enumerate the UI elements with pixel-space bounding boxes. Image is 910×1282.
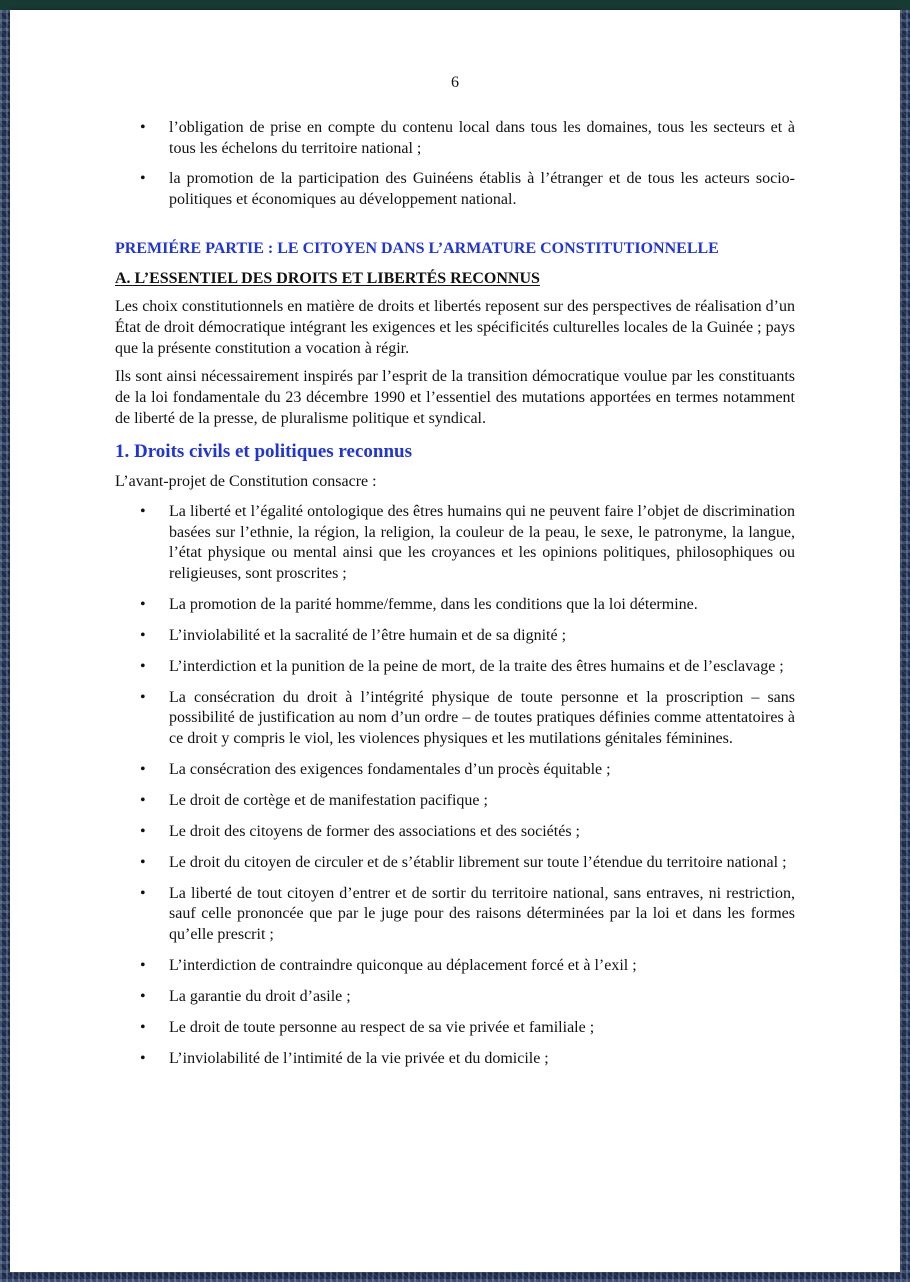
subsection-heading: 1. Droits civils et politiques reconnus [115, 440, 412, 462]
page-number: 6 [451, 74, 459, 91]
list-item: • La consécration du droit à l’intégrité physique de toute personne et la proscription – sans possibilité de justification au nom d’un ordre – de toutes pratiques définies comme attentatoires à ce droit y compris le viol, les violences physiques et les mutilations génitales féminines. [115, 688, 795, 750]
paragraph: Les choix constitutionnels en matière de droits et libertés reposent sur des perspectives de réalisation d’un État de droit démocratique intégrant les exigences et les spécificités culturelles locales de la Guinée ; pays que la présente constitution a vocation à régir. [115, 298, 795, 357]
list-item: • La liberté de tout citoyen d’entrer et de sortir du territoire national, sans entraves, ni restriction, sauf celle prononcée que par le juge pour des raisons déterminées par la loi et dans les formes qu’elle prescrit ; [115, 884, 795, 946]
list-item: • la promotion de la participation des Guinéens établis à l’étranger et de tous les acteurs socio-politiques et économiques au développement national. [115, 169, 795, 210]
list-item: • La garantie du droit d’asile ; [115, 987, 795, 1008]
part-heading: PREMIÉRE PARTIE : LE CITOYEN DANS L’ARMATURE CONSTITUTIONNELLE [115, 240, 719, 257]
top-band [0, 0, 910, 10]
list-item: • L’interdiction et la punition de la peine de mort, de la traite des êtres humains et de l’esclavage ; [115, 657, 795, 678]
list-item: • Le droit de toute personne au respect de sa vie privée et familiale ; [115, 1018, 795, 1039]
list-item: • Le droit de cortège et de manifestation pacifique ; [115, 791, 795, 812]
list-item: • L’inviolabilité de l’intimité de la vie privée et du domicile ; [115, 1049, 795, 1070]
page-content [115, 118, 795, 1080]
intro-bullet-list [115, 118, 795, 210]
list-item: • La promotion de la parité homme/femme, dans les conditions que la loi détermine. [115, 595, 795, 616]
section-heading: A. L’ESSENTIEL DES DROITS ET LIBERTÉS RECONNUS [115, 270, 540, 287]
lead-sentence: L’avant-projet de Constitution consacre : [115, 472, 377, 490]
list-item: • Le droit des citoyens de former des associations et des sociétés ; [115, 822, 795, 843]
list-item: • Le droit du citoyen de circuler et de s’établir librement sur toute l’étendue du territoire national ; [115, 853, 795, 874]
list-item: • L’interdiction de contraindre quiconque au déplacement forcé et à l’exil ; [115, 956, 795, 977]
list-item: • L’inviolabilité et la sacralité de l’être humain et de sa dignité ; [115, 626, 795, 647]
list-item: • La consécration des exigences fondamentales d’un procès équitable ; [115, 760, 795, 781]
list-item: • La liberté et l’égalité ontologique des êtres humains qui ne peuvent faire l’objet de discrimination basées sur l’ethnie, la région, la religion, la couleur de la peau, le sexe, le patronyme, la langue, l’état physique ou mental ainsi que les croyances et les opinions politiques, philosophiques ou religieuses, sont proscrites ; [115, 502, 795, 584]
rights-bullet-list [115, 502, 795, 1069]
document-page[interactable] [10, 10, 900, 1272]
list-item: • l’obligation de prise en compte du contenu local dans tous les domaines, tous les secteurs et à tous les échelons du territoire national ; [115, 118, 795, 159]
paragraph: Ils sont ainsi nécessairement inspirés par l’esprit de la transition démocratique voulue par les constituants de la loi fondamentale du 23 décembre 1990 et l’essentiel des mutations apportées en termes notamment de liberté de la presse, de pluralisme politique et syndical. [115, 368, 795, 427]
